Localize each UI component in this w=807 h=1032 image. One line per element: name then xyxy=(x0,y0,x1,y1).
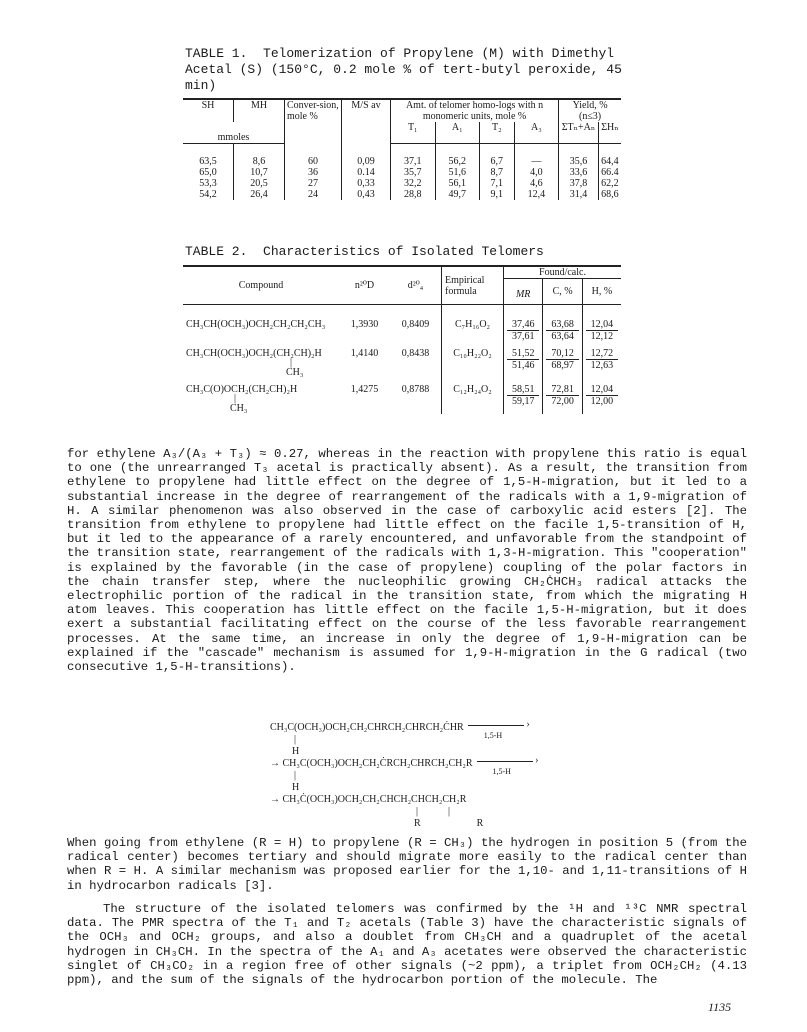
col-conversion: Conver-sion, mole % xyxy=(285,99,342,144)
table1-cell: 68,6 xyxy=(598,189,621,200)
table1-cell: 24 xyxy=(285,189,342,200)
found-value: 37,46 xyxy=(507,319,539,331)
compound-branch: CH₃ xyxy=(286,367,304,378)
col-yield-header: Yield, % (n≤3) xyxy=(559,99,621,122)
mr-cell xyxy=(504,305,543,343)
compound-cell: CH₃C(O)OCH₂(CH₂CH)₂H | CH₃ xyxy=(183,378,339,414)
body-paragraph-2: When going from ethylene (R = H) to propylene (R = CH₃) the hydrogen in position 5 (from the radical center) becomes tertiary and should migrate more easily to the radical center than when R = H. A similar mechanism was proposed earlier for the 1,10- and 1,11-transitions of H in hydrocarbon radicals [3]. xyxy=(67,836,747,893)
table1-cell: 4,6 xyxy=(514,178,559,189)
compound-branch: CH₃ xyxy=(230,403,248,414)
compound-formula: CH₃CH(OCH₃)OCH₂(CH₂CH)₂H xyxy=(186,348,322,359)
table1-cell: 32,2 xyxy=(391,178,436,189)
table1-cell: 0,33 xyxy=(342,178,391,189)
calc-value: 37,61 xyxy=(511,331,535,342)
table1-cell: 9,1 xyxy=(480,189,515,200)
formula-cell: C₁₀H₂₂O₂ xyxy=(442,342,504,378)
table1-cell: 8,6 xyxy=(234,144,285,168)
refractive-index-cell: 1,4275 xyxy=(350,384,379,395)
col-mr: MR xyxy=(504,279,543,305)
calc-value: 72,00 xyxy=(551,396,574,407)
table1-cell: 8,7 xyxy=(480,167,515,178)
calc-value: 12,12 xyxy=(590,331,614,342)
table1-cell: 20,5 xyxy=(234,178,285,189)
table1-row xyxy=(183,167,621,178)
table1-cell: 6,7 xyxy=(480,144,515,168)
table1 xyxy=(183,98,621,200)
col-t1: T₁ xyxy=(391,122,436,144)
compound-formula: CH₃CH(OCH₃)OCH₂CH₂CH₂CH₃ xyxy=(186,319,326,330)
calc-value: 12,00 xyxy=(590,396,614,407)
table1-cell: 56,2 xyxy=(435,144,480,168)
scheme-line-1: CH₃C(OCH₃)OCH₂CH₂CHRCH₂CHRCH₂ĊHR xyxy=(270,722,464,733)
table1-cell: 4,0 xyxy=(514,167,559,178)
table1-cell: 36 xyxy=(285,167,342,178)
table1-cell: 12,4 xyxy=(514,189,559,200)
table1-row xyxy=(183,189,621,200)
table1-cell: 26,4 xyxy=(234,189,285,200)
calc-value: 51,46 xyxy=(511,360,535,371)
table1-cell: 28,8 xyxy=(391,189,436,200)
mr-cell xyxy=(504,342,543,378)
found-value: 12,04 xyxy=(586,384,618,396)
c-cell xyxy=(543,305,582,343)
col-compound: Compound xyxy=(183,266,339,305)
table1-cell: 33,6 xyxy=(559,167,599,178)
col-found-calc: Found/calc. xyxy=(504,266,622,279)
table1-title: TABLE 1. Telomerization of Propylene (M) with Dimethyl Acetal (S) (150°C, 0.2 mole % of tert-butyl peroxide, 45 min) xyxy=(185,46,630,93)
density-cell: 0,8409 xyxy=(401,319,430,330)
compound-cell: CH₃CH(OCH₃)OCH₂(CH₂CH)₂H | CH₃ xyxy=(183,342,339,378)
col-c: C, % xyxy=(543,279,582,305)
calc-value: 12,63 xyxy=(590,360,614,371)
col-m-h: MH xyxy=(234,99,285,122)
col-density: d²⁰₄ xyxy=(390,266,442,305)
calc-value: 63,64 xyxy=(551,331,574,342)
table1-cell: 10,7 xyxy=(234,167,285,178)
col-s-h: SH xyxy=(183,99,234,122)
calc-value: 59,17 xyxy=(511,396,535,407)
table1-body xyxy=(183,144,621,201)
c-cell xyxy=(543,342,582,378)
col-sum-tn-an: ΣTₙ+Aₙ xyxy=(559,122,599,144)
h-cell xyxy=(582,378,621,414)
table2-title: TABLE 2. Characteristics of Isolated Telomers xyxy=(185,244,544,259)
table2 xyxy=(183,265,621,414)
table1-cell: 66.4 xyxy=(598,167,621,178)
table1-cell: 49,7 xyxy=(435,189,480,200)
refractive-index-cell: 1,3930 xyxy=(350,319,379,330)
table2-body xyxy=(183,305,621,415)
formula-cell: C₇H₁₆O₂ xyxy=(442,305,504,343)
table1-cell: 31,4 xyxy=(559,189,599,200)
formula-cell: C₁₂H₂₄O₂ xyxy=(442,378,504,414)
table1-cell: 0.14 xyxy=(342,167,391,178)
table1-row xyxy=(183,144,621,168)
found-value: 58,51 xyxy=(507,384,539,396)
table1-cell: 0,09 xyxy=(342,144,391,168)
table2-row xyxy=(183,378,621,414)
table1-cell: 63,5 xyxy=(199,156,217,167)
table1-cell: 35,6 xyxy=(559,144,599,168)
compound-cell xyxy=(183,305,339,343)
table1-cell: 53,3 xyxy=(199,178,217,189)
table1-cell: 37,1 xyxy=(391,144,436,168)
body-paragraph-1: for ethylene A₃/(A₃ + T₃) ≈ 0.27, whereas in the reaction with propylene this ratio is equal to one (the unrearranged T₃ acetal is practically absent). As a result, the transition from ethylene to propylene had little effect on the degree of 1,5-H-migration, but it led to a substantial increase in the degree of rearrangement of the radicals with a 1,9-migration of H. A similar phenomenon was also observed in the case of carboxylic acid esters [2]. The transition from ethylene to propylene had little effect on the facile 1,5-transition of H, but it led to the appearance of a rarely encountered, and unfavorable from the standpoint of the transition state, rearrangement of the radicals with 1,3-H-migration. This "cooperation" is explained by the favorable (in the case of propylene) coupling of the polar factors in the chain transfer step, where the nucleophilic growing CH₂ĊHCH₃ radical attacks the electrophilic portion of the radical in the transition state, from which the migrating H atom leaves. This cooperation has little effect on the facile 1,5-H-migration, but it does exert a substantial facilitating effect on the course of the less favorable rearrangement processes. At the same time, an increase in only the degree of 1,9-H-migration can be explained if the "cascade" mechanism is assumed for 1,9-H-migration in the G radical (two consecutive 1,5-H-transitions). xyxy=(67,447,747,675)
page-number: 1135 xyxy=(708,1000,732,1014)
density-cell: 0,8788 xyxy=(401,384,430,395)
found-value: 51,52 xyxy=(507,348,539,360)
table1-cell: 56,1 xyxy=(435,178,480,189)
table1-cell: 7,1 xyxy=(480,178,515,189)
found-value: 70,12 xyxy=(546,348,578,360)
found-value: 63,68 xyxy=(546,319,578,331)
col-t2: T₂ xyxy=(480,122,515,144)
col-sum-hn: ΣHₙ xyxy=(598,122,621,144)
refractive-index-cell: 1,4140 xyxy=(350,348,379,359)
table1-cell: 51,6 xyxy=(435,167,480,178)
found-value: 12,04 xyxy=(586,319,618,331)
table1-row xyxy=(183,178,621,189)
table1-cell: 62,2 xyxy=(598,178,621,189)
scheme-line-2: → CH₃C(OCH₃)OCH₂CH₂ĊRCH₂CHRCH₂CH₂R xyxy=(270,758,473,769)
table1-cell: 35,7 xyxy=(391,167,436,178)
table1-cell: — xyxy=(514,144,559,168)
col-h: H, % xyxy=(582,279,621,305)
col-amount-header: Amt. of telomer homo-logs with n monomeric units, mole % xyxy=(391,99,559,122)
col-mmoles: mmoles xyxy=(183,122,285,144)
found-value: 72,81 xyxy=(546,384,578,396)
arrow-1 xyxy=(468,725,524,726)
table2-row xyxy=(183,305,621,343)
body-paragraph-3: The structure of the isolated telomers was confirmed by the ¹H and ¹³C NMR spectral data. The PMR spectra of the T₁ and T₂ acetals (Table 3) have the characteristic signals of the OCH₃ and OCH₂ groups, and also a doublet from CH₃CH and a quadruplet of the acetal hydrogen in CH₃CH. In the spectra of the A₁ and A₃ acetates were observed the characteristic singlet of CH₃CO₂ in a region free of other signals (~2 ppm), a triplet from OCH₂CH₂ (4.13 ppm), and the sum of the signals of the hydrocarbon portion of the molecule. The xyxy=(67,902,747,988)
h-cell xyxy=(582,305,621,343)
table1-cell: 54,2 xyxy=(199,189,217,200)
col-m-s: M/S av xyxy=(342,99,391,144)
col-a3: A₃ xyxy=(514,122,559,144)
col-a1: A₁ xyxy=(435,122,480,144)
compound-formula: CH₃C(O)OCH₂(CH₂CH)₂H xyxy=(186,384,298,395)
table1-cell: 0,43 xyxy=(342,189,391,200)
arrow-2 xyxy=(477,761,533,762)
density-cell: 0,8438 xyxy=(401,348,430,359)
table2-row xyxy=(183,342,621,378)
reaction-scheme: CH₃C(OCH₃)OCH₂CH₂CHRCH₂CHRCH₂ĊHR › 1,5-H | H → CH₃C(OCH₃)OCH₂CH₂ĊRCH₂CHRCH₂CH₂R › 1,5-H | H → CH₃Ċ(OCH₃)OCH₂CH₂CHCH₂CHCH₂CH₂R | | R R xyxy=(270,719,539,829)
table1-cell: 37,8 xyxy=(559,178,599,189)
col-refractive-index: n²⁰D xyxy=(339,266,390,305)
col-formula: Empirical formula xyxy=(442,266,504,305)
c-cell xyxy=(543,378,582,414)
table1-cell: 27 xyxy=(285,178,342,189)
table1-cell: 60 xyxy=(285,144,342,168)
found-value: 12,72 xyxy=(586,348,618,360)
table1-cell: 64,4 xyxy=(598,144,621,168)
mr-cell xyxy=(504,378,543,414)
h-cell xyxy=(582,342,621,378)
scheme-line-3: → CH₃Ċ(OCH₃)OCH₂CH₂CHCH₂CHCH₂CH₂R xyxy=(270,794,467,805)
calc-value: 68,97 xyxy=(551,360,574,371)
table1-cell: 65,0 xyxy=(199,167,217,178)
